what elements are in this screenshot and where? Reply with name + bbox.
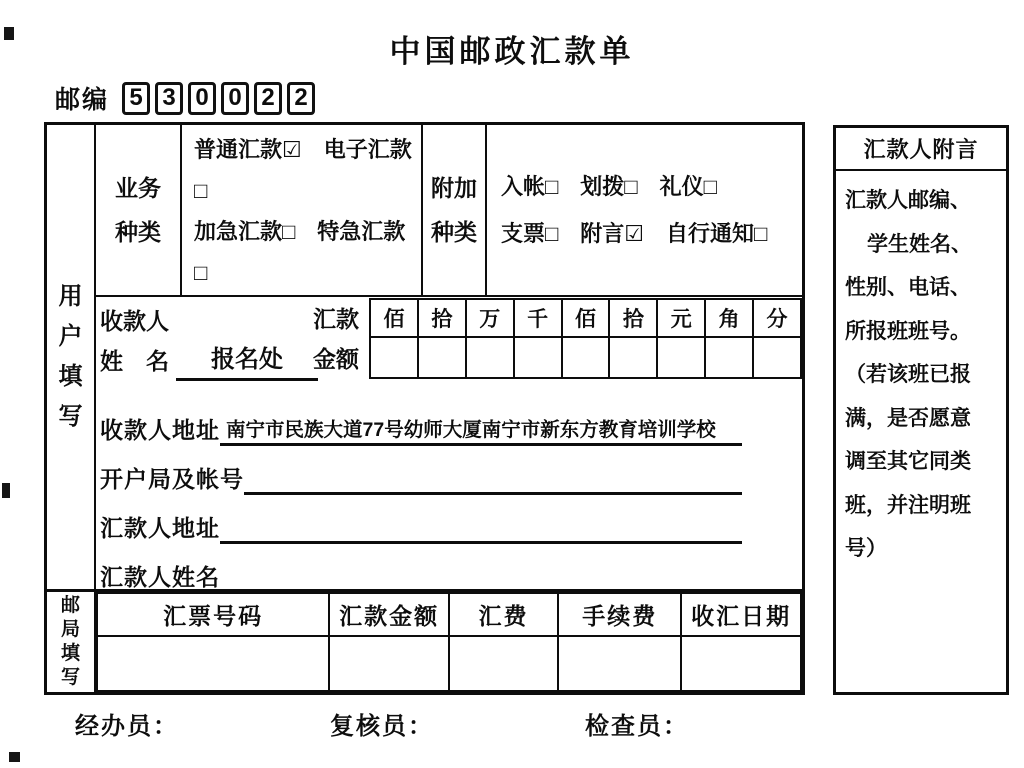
note-line: 调至其它同类 (845, 450, 971, 473)
po-value-cell (681, 636, 801, 691)
post-office-section (47, 589, 802, 692)
post-office-value-row (97, 636, 801, 691)
bank-account-field: 开户局及帐号 (100, 446, 742, 495)
amount-digit-cell (609, 337, 657, 378)
remitter-note-panel (833, 125, 1009, 695)
po-col-header: 汇费 (449, 593, 558, 636)
post-office-strip (47, 592, 96, 692)
payee-name-label: 收款人 姓 名 (100, 308, 169, 374)
money-order-form (44, 122, 805, 695)
amount-col-header: 佰 (370, 299, 418, 337)
amount-digit-cell (418, 337, 466, 378)
scan-artifact (2, 483, 10, 498)
remitter-name-field: 汇款人姓名 (100, 544, 742, 593)
business-type-line: □ (194, 178, 208, 203)
postal-digit-box: 0 (188, 82, 216, 115)
address-fields (100, 397, 742, 593)
user-section-vertical-label: 用户填写 (58, 283, 83, 430)
amount-col-header: 千 (514, 299, 562, 337)
business-type-label: 业务 种类 (96, 125, 182, 295)
amount-col-header: 元 (657, 299, 705, 337)
post-office-table (96, 592, 802, 692)
additional-type-options (487, 125, 802, 295)
postal-digit-box: 3 (155, 82, 183, 115)
user-section-strip (47, 125, 96, 589)
amount-digit-cell (466, 337, 514, 378)
amount-col-header: 万 (466, 299, 514, 337)
additional-type-line: 入帐□ 划拨□ 礼仪□ (501, 174, 717, 199)
payee-address-field: 收款人地址 南宁市民族大道77号幼师大厦南宁市新东方教育培训学校 (100, 397, 742, 446)
amount-digit-cell (657, 337, 705, 378)
amount-digit-cell (753, 337, 801, 378)
payee-name-value: 报名处 (176, 339, 318, 381)
amount-digit-cell (370, 337, 418, 378)
amount-col-header: 佰 (562, 299, 610, 337)
post-office-vertical-label: 邮局填写 (60, 595, 80, 688)
amount-header-row (370, 299, 801, 337)
post-office-header-row (97, 593, 801, 636)
business-type-line: 加急汇款□ 特急汇款 (194, 219, 406, 244)
remitter-note-title: 汇款人附言 (836, 128, 1006, 171)
business-type-line: □ (194, 260, 208, 285)
note-line: 号） (845, 537, 887, 560)
form-title: 中国邮政汇款单 (389, 34, 635, 69)
amount-table (369, 298, 802, 379)
remitter-note-body (836, 171, 1006, 571)
clerk-label: 经办员： (75, 713, 179, 740)
amount-digit-cell (514, 337, 562, 378)
inspector-label: 检查员： (585, 713, 689, 740)
note-line: 班，并注明班 (845, 493, 971, 517)
amount-col-header: 角 (705, 299, 753, 337)
amount-label: 汇款 金额 (313, 306, 359, 372)
po-col-header: 手续费 (558, 593, 681, 636)
amount-digit-cell (705, 337, 753, 378)
amount-value-row (370, 337, 801, 378)
note-line: 性别、电话、 (845, 276, 971, 299)
postal-code-row (55, 80, 315, 116)
amount-col-header: 拾 (418, 299, 466, 337)
postal-code-label: 邮编 (55, 86, 110, 114)
business-type-line: 普通汇款☑ 电子汇款 (194, 137, 412, 162)
postal-digit-box: 5 (122, 82, 150, 115)
po-value-cell (449, 636, 558, 691)
po-value-cell (329, 636, 449, 691)
service-type-row (96, 125, 802, 297)
payee-address-value: 南宁市民族大道77号幼师大厦南宁市新东方教育培训学校 (226, 419, 716, 441)
additional-type-line: 支票□ 附言☑ 自行通知□ (501, 221, 768, 246)
postal-digit-box: 2 (254, 82, 282, 115)
note-line: 所报班班号。 (845, 319, 971, 343)
reviewer-label: 复核员： (330, 713, 434, 740)
postal-digit-box: 0 (221, 82, 249, 115)
amount-col-header: 拾 (609, 299, 657, 337)
scan-artifact (9, 752, 20, 762)
po-col-header: 汇票号码 (97, 593, 329, 636)
note-line: （若该班已报 (845, 363, 971, 386)
note-line: 学生姓名、 (867, 232, 972, 256)
amount-col-header: 分 (753, 299, 801, 337)
note-line: 满，是否愿意 (845, 406, 971, 430)
remitter-address-field: 汇款人地址 (100, 495, 742, 544)
business-type-options (182, 125, 423, 295)
note-line: 汇款人邮编、 (845, 189, 971, 212)
po-value-cell (97, 636, 329, 691)
amount-digit-cell (562, 337, 610, 378)
additional-type-label: 附加 种类 (423, 125, 487, 295)
po-col-header: 汇款金额 (329, 593, 449, 636)
po-col-header: 收汇日期 (681, 593, 801, 636)
po-value-cell (558, 636, 681, 691)
postal-digit-box: 2 (287, 82, 315, 115)
